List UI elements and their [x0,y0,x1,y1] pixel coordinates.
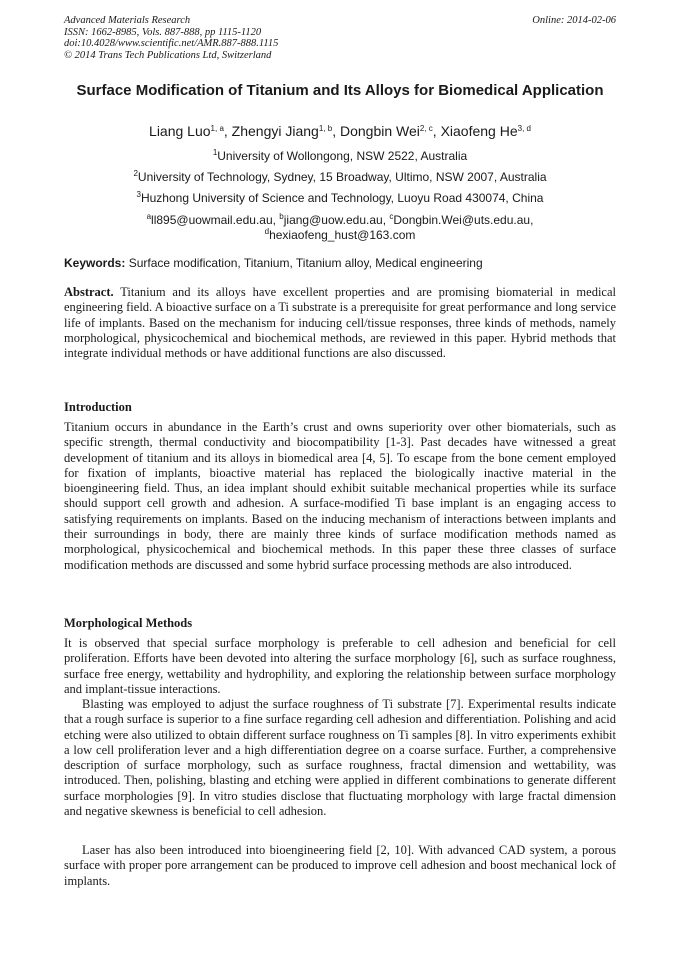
author-name: Liang Luo [149,123,211,139]
paper-title: Surface Modification of Titanium and Its Alloys for Biomedical Application [76,82,604,99]
copyright-line: © 2014 Trans Tech Publications Ltd, Switzerland [64,49,272,61]
abstract-text: Titanium and its alloys have excellent properties and are promising biomaterial in medical engineering field. A bioactive surface on a Ti substrate is a prerequisite for great performance and long service life of implants. Based on the mechanism for inducing cell/tissue responses, three kinds of methods, namely morphological, physicochemical and biochemical methods, are reviewed in this paper. Hybrid methods that integrate individual methods or have additional functions are also discussed. [64,285,616,361]
affiliation-text: University of Wollongong, NSW 2522, Australia [217,149,468,163]
affiliation-2 [64,170,616,185]
affiliation-1 [64,149,616,164]
morphological-paragraph-2: Blasting was employed to adjust the surface roughness of Ti substrate [7]. Experimental results indicate that a rough surface is superior to a fine surface regarding cell adhesion and differentiation. Polishing and acid etching were also utilized to obtain different surface roughness on Ti samples [8]. In vitro experiments exhibit a low cell proliferation lever and a high differentiation degree on a coarse surface. Further, a comprehensive description of surface morphology, such as surface roughness, fractal dimension and wettability, was introduced. Then, polishing, blasting and etching were applied in different combinations to generate different surface morphologies [9]. In vitro studies disclose that fluctuating morphology with large fractal dimension and negative skewness is beneficial to cell adhesion. [64,697,616,819]
email-list: $^a$ll895@uowmail.edu.au, $^b$jiang@uow.edu.au, $^c$Dongbin.Wei@uts.edu.au, $^d$hexiaofeng_hust@163.com [146,212,534,242]
email-sup: b [279,212,284,221]
author-name: Dongbin Wei [339,123,420,139]
author-list: Liang Luo$^{1, a}$, Zhengyi Jiang$^{1, b}$, Dongbin Wei$^{2, c}$, Xiaofeng He$^{3, d}$ [149,123,531,139]
introduction-heading: Introduction [64,400,132,414]
morphological-paragraph-3: Laser has also been introduced into bioengineering field [2, 10]. With advanced CAD system, a porous surface with proper pore arrangement can be produced to improve cell adhesion and boost mechanical lock of implants. [64,843,616,888]
email: jiang@uow.edu.au [283,213,383,227]
affiliation-text: Huzhong University of Science and Technology, Luoyu Road 430074, China [140,191,544,205]
author-name: Xiaofeng He [440,123,518,139]
affiliation-3 [64,191,616,206]
morphological-paragraph-1: It is observed that special surface morphology is preferable to cell adhesion and beneficial for cell proliferation. Efforts have been devoted into altering the surface morphology [6], such as surface roughness, surface free energy, wettability and hydrophility, and exploring the relationship between surface morphology and implant-tissue interactions. [64,636,616,696]
author-sup: 1, a [210,124,224,133]
abstract [64,285,616,361]
email: Dongbin.Wei@uts.edu.au [393,213,531,227]
keywords-label: Keywords: [64,256,126,270]
abstract-label: Abstract. [64,285,114,299]
email-sup: a [146,212,152,221]
keywords-text: Surface modification, Titanium, Titanium alloy, Medical engineering [128,256,483,270]
email-sup: c [389,212,394,221]
affiliation-sup: 2 [133,169,138,178]
journal-header [64,15,616,61]
author-sup: 1, b [318,124,333,133]
author-sup: 3, d [517,124,531,133]
email: ll895@uowmail.edu.au [151,213,273,227]
issn-line: ISSN: 1662-8985, Vols. 887-888, pp 1115-1120 [64,26,262,38]
affiliation-sup: 3 [136,190,141,199]
doi-line: doi:10.4028/www.scientific.net/AMR.887-888.1115 [64,38,279,49]
affiliation-sup: 1 [212,148,218,157]
email: hexiaofeng_hust@163.com [269,228,416,242]
affiliation-text: University of Technology, Sydney, 15 Broadway, Ultimo, NSW 2007, Australia [137,170,547,184]
morphological-heading: Morphological Methods [64,616,193,630]
author-name: Zhengyi Jiang [231,123,319,139]
keywords [64,256,616,271]
journal-name: Advanced Materials Research [64,15,191,26]
introduction-paragraph: Titanium occurs in abundance in the Earth’s crust and owns superiority over other biomaterials, such as specific strength, thermal conductivity and biocompatibility [1-3]. Past decades have witnessed a great development of titanium and its alloys in biomedical area [4, 5]. To escape from the bone cement employed for fixation of implants, bioactive material has replaced the biologically inactive material in the bioengineering field. Thus, an idea implant should exhibit suitable mechanical properties while its surface should support cell growth and adhesion. A surface-modified Ti base implant is an engaging access to satisfying requirements on implants. Based on the inducing mechanism of interactions between implants and their surroundings in body, there are mainly three kinds of surface modification methods named as morphological, physicochemical and biochemical methods. In this paper these three classes of surface modification methods are discussed and some hybrid surface processing methods are also introduced. [64,420,616,572]
author-sup: 2, c [419,124,433,133]
online-date: Online: 2014-02-06 [532,15,616,26]
email-sup: d [264,227,270,236]
